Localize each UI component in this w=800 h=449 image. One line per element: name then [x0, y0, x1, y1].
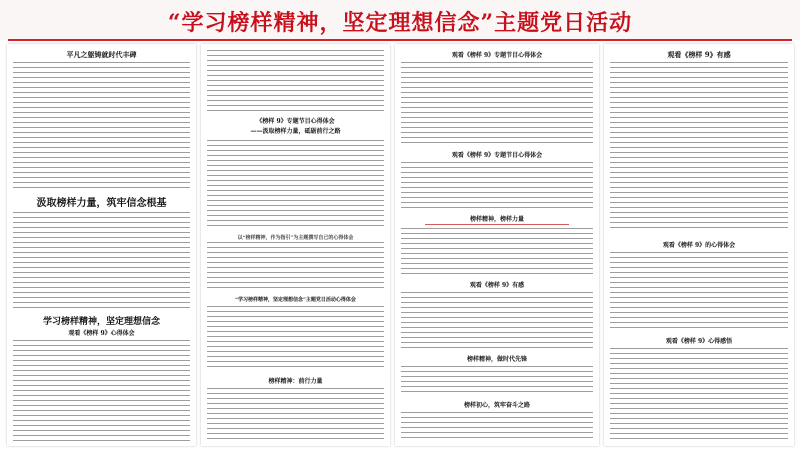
page2-heading-4: “学习榜样精神，坚定理想信念”主题党日活动心得体会 [235, 297, 356, 303]
page2-paragraphs-4 [207, 306, 384, 370]
header-divider [8, 39, 792, 41]
page3-paragraphs-1 [401, 62, 593, 144]
page4-heading-3: 观看《榜样 9》心得感悟 [665, 338, 733, 345]
page3-paragraphs-5 [401, 366, 593, 394]
page-title: “学习榜样精神，坚定理想信念”主题党日活动 [167, 10, 633, 36]
document-page-4 [604, 44, 794, 446]
document-page-1 [7, 44, 196, 446]
page2-heading-3: 以“榜样精神，作为指引”为主题撰写自己的心得体会 [237, 235, 354, 241]
document-page-3 [395, 44, 599, 446]
page4-paragraphs-2 [610, 252, 788, 330]
page3-paragraphs-3 [401, 228, 593, 274]
page1-paragraphs-3 [13, 340, 190, 442]
page-header [0, 0, 800, 40]
page1-heading-3: 学习榜样精神，坚定理想信念 [42, 317, 160, 327]
page4-heading-2: 观看《榜样 9》的心得体会 [662, 242, 736, 249]
page1-heading-1: 平凡之躯铸就时代丰碑 [66, 50, 137, 59]
page3-heading-3: 榜样精神，榜样力量 [469, 216, 524, 223]
page2-paragraphs-5 [207, 388, 384, 442]
page3-heading-4: 观看《榜样 9》有感 [469, 282, 525, 289]
page2-heading-1: 《榜样 9》专题节目心得体会 [256, 118, 335, 125]
document-page-2 [201, 44, 390, 446]
page2-paragraphs-1 [207, 50, 384, 112]
page3-heading-1: 观看《榜样 9》专题节目心得体会 [451, 52, 543, 59]
page3-paragraphs-4 [401, 292, 593, 348]
page1-paragraphs-2 [13, 212, 190, 308]
page2-heading-2: ——汲取榜样力量，砥砺前行之路 [250, 128, 341, 135]
page4-heading-1: 观看《榜样 9》有感 [667, 50, 731, 59]
page3-paragraphs-2 [401, 162, 593, 208]
page4-paragraphs-1 [610, 62, 788, 232]
page4-paragraphs-3 [610, 348, 788, 442]
page3-heading-6: 榜样初心，筑牢奋斗之路 [463, 402, 530, 409]
page2-heading-5: 榜样精神：前行力量 [268, 378, 323, 385]
page2-paragraphs-3 [207, 242, 384, 290]
page3-red-divider [425, 224, 569, 225]
page1-heading-4: 观看《榜样 9》心得体会 [68, 330, 135, 337]
page3-heading-5: 榜样精神，做时代先锋 [466, 356, 527, 363]
page3-paragraphs-6 [401, 412, 593, 442]
page3-heading-2: 观看《榜样 9》专题节目心得体会 [451, 152, 543, 159]
page2-paragraphs-2 [207, 140, 384, 228]
page1-heading-2: 汲取榜样力量，筑牢信念根基 [36, 198, 167, 209]
page1-paragraphs-1 [13, 62, 190, 188]
